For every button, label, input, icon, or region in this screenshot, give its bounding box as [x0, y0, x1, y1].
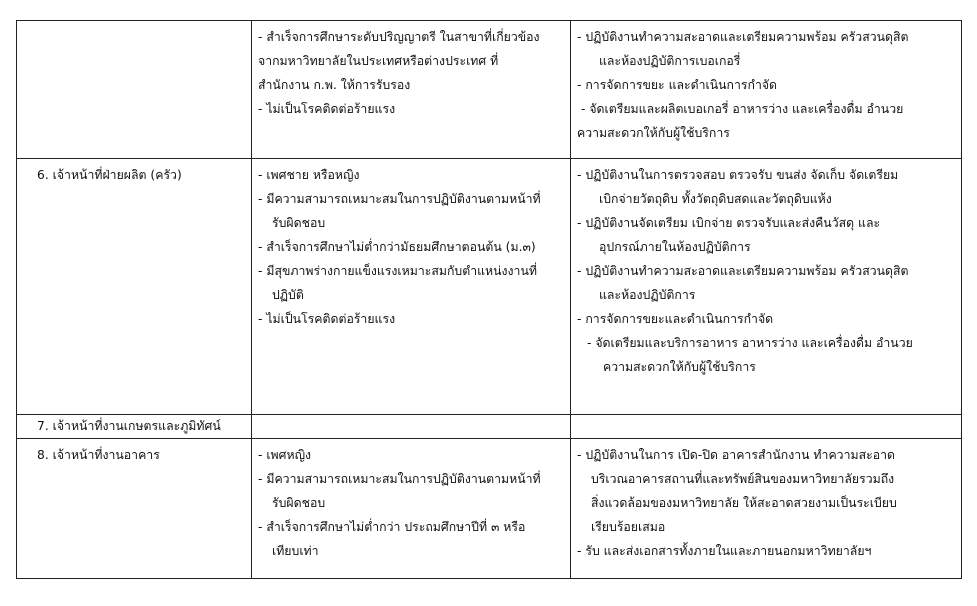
- qualifications-cell: [252, 21, 571, 159]
- position-cell: [17, 415, 252, 439]
- duty-line: อุปกรณ์ภายในห้องปฏิบัติการ: [599, 240, 751, 254]
- duties-cell: [571, 159, 962, 415]
- duty-line: บริเวณอาคารสถานที่และทรัพย์สินของมหาวิทยาลัยรวมถึง: [591, 472, 895, 486]
- duty-line: สิ่งแวดล้อมของมหาวิทยาลัย ให้สะอาดสวยงามเป็นระเบียบ: [591, 496, 897, 510]
- qualification-line: สำนักงาน ก.พ. ให้การรับรอง: [258, 78, 411, 92]
- duty-line: เบิกจ่ายวัตถุดิบ ทั้งวัตถุดิบสดและวัตถุดิบแห้ง: [599, 192, 832, 206]
- table-row: [17, 159, 962, 415]
- position-label: 7. เจ้าหน้าที่งานเกษตรและภูมิทัศน์: [37, 419, 221, 433]
- qualifications-cell: [252, 159, 571, 415]
- duty-line: ความสะดวกให้กับผู้ใช้บริการ: [603, 360, 756, 374]
- duty-line: - จัดเตรียมและบริการอาหาร อาหารว่าง และเครื่องดื่ม อำนวย: [587, 336, 913, 350]
- duty-line: - ปฏิบัติงานในการตรวจสอบ ตรวจรับ ขนส่ง จัดเก็บ จัดเตรียม: [577, 168, 899, 182]
- duty-line: - การจัดการขยะ และดำเนินการกำจัด: [577, 78, 778, 92]
- position-cell: [17, 21, 252, 159]
- duty-line: เรียบร้อยเสมอ: [591, 520, 666, 534]
- position-label: 8. เจ้าหน้าที่งานอาคาร: [37, 448, 160, 462]
- qualification-line: - มีความสามารถเหมาะสมในการปฏิบัติงานตามหน้าที่: [258, 472, 541, 486]
- qualification-line: - สำเร็จการศึกษาระดับปริญญาตรี ในสาขาที่เกี่ยวข้อง: [258, 30, 540, 44]
- duties-cell: [571, 439, 962, 579]
- qualification-line: เทียบเท่า: [272, 544, 319, 558]
- duty-line: ความสะดวกให้กับผู้ใช้บริการ: [577, 126, 730, 140]
- qualification-line: - ไม่เป็นโรคติดต่อร้ายแรง: [258, 312, 396, 326]
- qualifications-cell: [252, 415, 571, 439]
- qualification-line: ปฏิบัติ: [272, 288, 304, 302]
- table-row: [17, 439, 962, 579]
- duty-line: - ปฏิบัติงานจัดเตรียม เบิกจ่าย ตรวจรับและส่งคืนวัสดุ และ: [577, 216, 881, 230]
- qualification-line: - สำเร็จการศึกษาไม่ต่ำกว่า ประถมศึกษาปีที่ ๓ หรือ: [258, 520, 526, 534]
- duty-line: และห้องปฏิบัติการเบอเกอรี่: [599, 54, 741, 68]
- duties-cell: [571, 21, 962, 159]
- qualification-line: - เพศชาย หรือหญิง: [258, 168, 360, 182]
- qualification-line: รับผิดชอบ: [272, 216, 326, 230]
- positions-table: [16, 20, 962, 579]
- table-row: [17, 21, 962, 159]
- duty-line: - ปฏิบัติงานทำความสะอาดและเตรียมความพร้อม ครัวสวนดุสิต: [577, 30, 909, 44]
- table-row: [17, 415, 962, 439]
- qualification-line: - สำเร็จการศึกษาไม่ต่ำกว่ามัธยมศึกษาตอนต้น (ม.๓): [258, 240, 536, 254]
- duty-line: - ปฏิบัติงานในการ เปิด-ปิด อาคารสำนักงาน ทำความสะอาด: [577, 448, 895, 462]
- duty-line: และห้องปฏิบัติการ: [599, 288, 696, 302]
- position-cell: [17, 439, 252, 579]
- qualification-line: จากมหาวิทยาลัยในประเทศหรือต่างประเทศ ที่: [258, 54, 499, 68]
- duty-line: - จัดเตรียมและผลิตเบอเกอรี่ อาหารว่าง และเครื่องดื่ม อำนวย: [581, 102, 904, 116]
- duty-line: - การจัดการขยะและดำเนินการกำจัด: [577, 312, 774, 326]
- qualification-line: - มีความสามารถเหมาะสมในการปฏิบัติงานตามหน้าที่: [258, 192, 541, 206]
- qualification-line: - เพศหญิง: [258, 448, 312, 462]
- qualification-line: - มีสุขภาพร่างกายแข็งแรงเหมาะสมกับตำแหน่งงานที่: [258, 264, 537, 278]
- duty-line: - ปฏิบัติงานทำความสะอาดและเตรียมความพร้อม ครัวสวนดุสิต: [577, 264, 909, 278]
- qualification-line: - ไม่เป็นโรคติดต่อร้ายแรง: [258, 102, 396, 116]
- qualification-line: รับผิดชอบ: [272, 496, 326, 510]
- qualifications-cell: [252, 439, 571, 579]
- position-cell: [17, 159, 252, 415]
- duty-line: - รับ และส่งเอกสารทั้งภายในและภายนอกมหาวิทยาลัยฯ: [577, 544, 872, 558]
- position-label: 6. เจ้าหน้าที่ฝ่ายผลิต (ครัว): [37, 168, 182, 182]
- duties-cell: [571, 415, 962, 439]
